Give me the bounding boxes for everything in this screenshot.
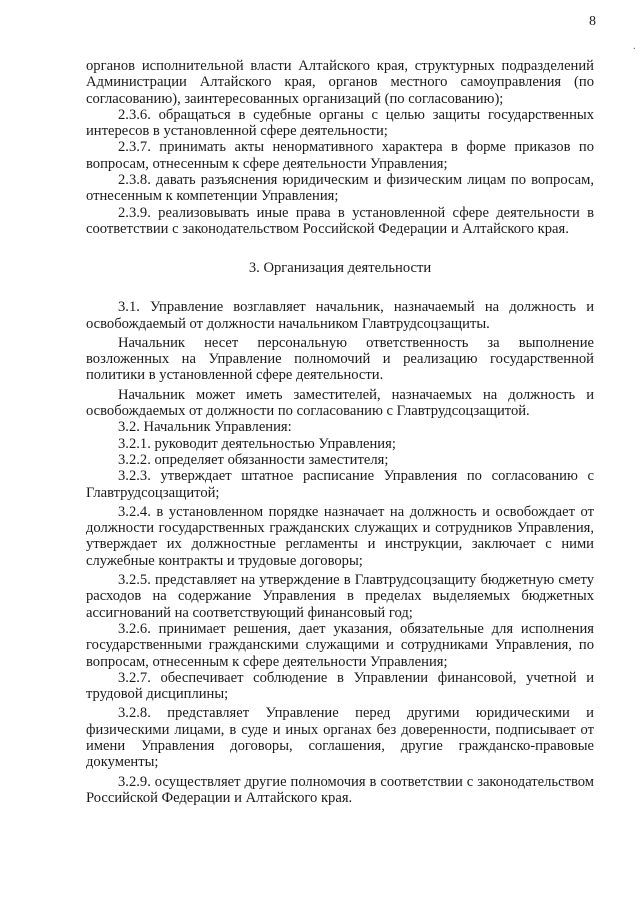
paragraph-3-2-4: 3.2.4. в установленном порядке назначает на должность и освобождает от должности государственных гражданских служащих и сотрудников Управления, утверждает их должностные регламенты и инструкции, заключает с ними служебные контракты и трудовые договоры; (86, 503, 594, 569)
paragraph-continuation: органов исполнительной власти Алтайского края, структурных подразделений Администрации Алтайского края, органов местного самоуправления (по согласованию), заинтересованных организаций (по согласованию); (86, 58, 594, 107)
paragraph-3-2-1: 3.2.1. руководит деятельностью Управления; (118, 435, 396, 452)
paragraph-head-deputies: Начальник может иметь заместителей, назначаемых на должность и освобождаемых от должности по согласованию с Главтрудсоцзащитой. (86, 386, 594, 420)
section-heading: 3. Организация деятельности (248, 260, 432, 277)
paragraph-3-2-8: 3.2.8. представляет Управление перед другими юридическими и физическими лицами, в суде и иных органах без доверенности, подписывает от имени Управления договоры, соглашения, другие гражданско-правовые документы; (86, 705, 594, 771)
paragraph-2-3-6: 2.3.6. обращаться в судебные органы с целью защиты государственных интересов в установленной сфере деятельности; (86, 106, 594, 140)
paragraph-3-2-2: 3.2.2. определяет обязанности заместителя; (118, 451, 389, 468)
paragraph-2-3-9: 2.3.9. реализовывать иные права в установленной сфере деятельности в соответствии с законодательством Российской Федерации и Алтайского края. (86, 204, 594, 237)
paragraph-3-1: 3.1. Управление возглавляет начальник, назначаемый на должность и освобождаемый от должности начальником Главтрудсоцзащиты. (86, 299, 594, 332)
paragraph-2-3-8: 2.3.8. давать разъяснения юридическим и физическим лицам по вопросам, отнесенным к компетенции Управления; (86, 172, 594, 205)
paragraph-3-2: 3.2. Начальник Управления: (118, 419, 292, 436)
document-body (86, 58, 594, 806)
paragraph-3-2-3: 3.2.3. утверждает штатное расписание Управления по согласованию с Главтрудсоцзащитой; (86, 468, 594, 501)
page-number: 8 (589, 14, 596, 29)
paragraph-3-2-6: 3.2.6. принимает решения, дает указания, обязательные для исполнения государственными гражданскими служащими и сотрудниками Управления, по вопросам, отнесенным к сфере деятельности Управления; (86, 620, 594, 670)
paragraph-3-2-7: 3.2.7. обеспечивает соблюдение в Управлении финансовой, учетной и трудовой дисциплины; (86, 669, 594, 703)
paragraph-3-2-9: 3.2.9. осуществляет другие полномочия в соответствии с законодательством Российской Федерации и Алтайского края. (86, 773, 594, 806)
paragraph-head-responsibility: Начальник несет персональную ответственность за выполнение возложенных на Управление полномочий и реализацию государственной политики в установленной сфере деятельности. (86, 334, 594, 384)
edge-mark: · (632, 44, 636, 55)
paragraph-2-3-7: 2.3.7. принимать акты ненормативного характера в форме приказов по вопросам, отнесенным к сфере деятельности Управления; (86, 139, 594, 172)
paragraph-3-2-5: 3.2.5. представляет на утверждение в Главтрудсоцзащиту бюджетную смету расходов на содержание Управления в пределах выделяемых бюджетных ассигнований на соответствующий финансовый год; (86, 572, 594, 621)
